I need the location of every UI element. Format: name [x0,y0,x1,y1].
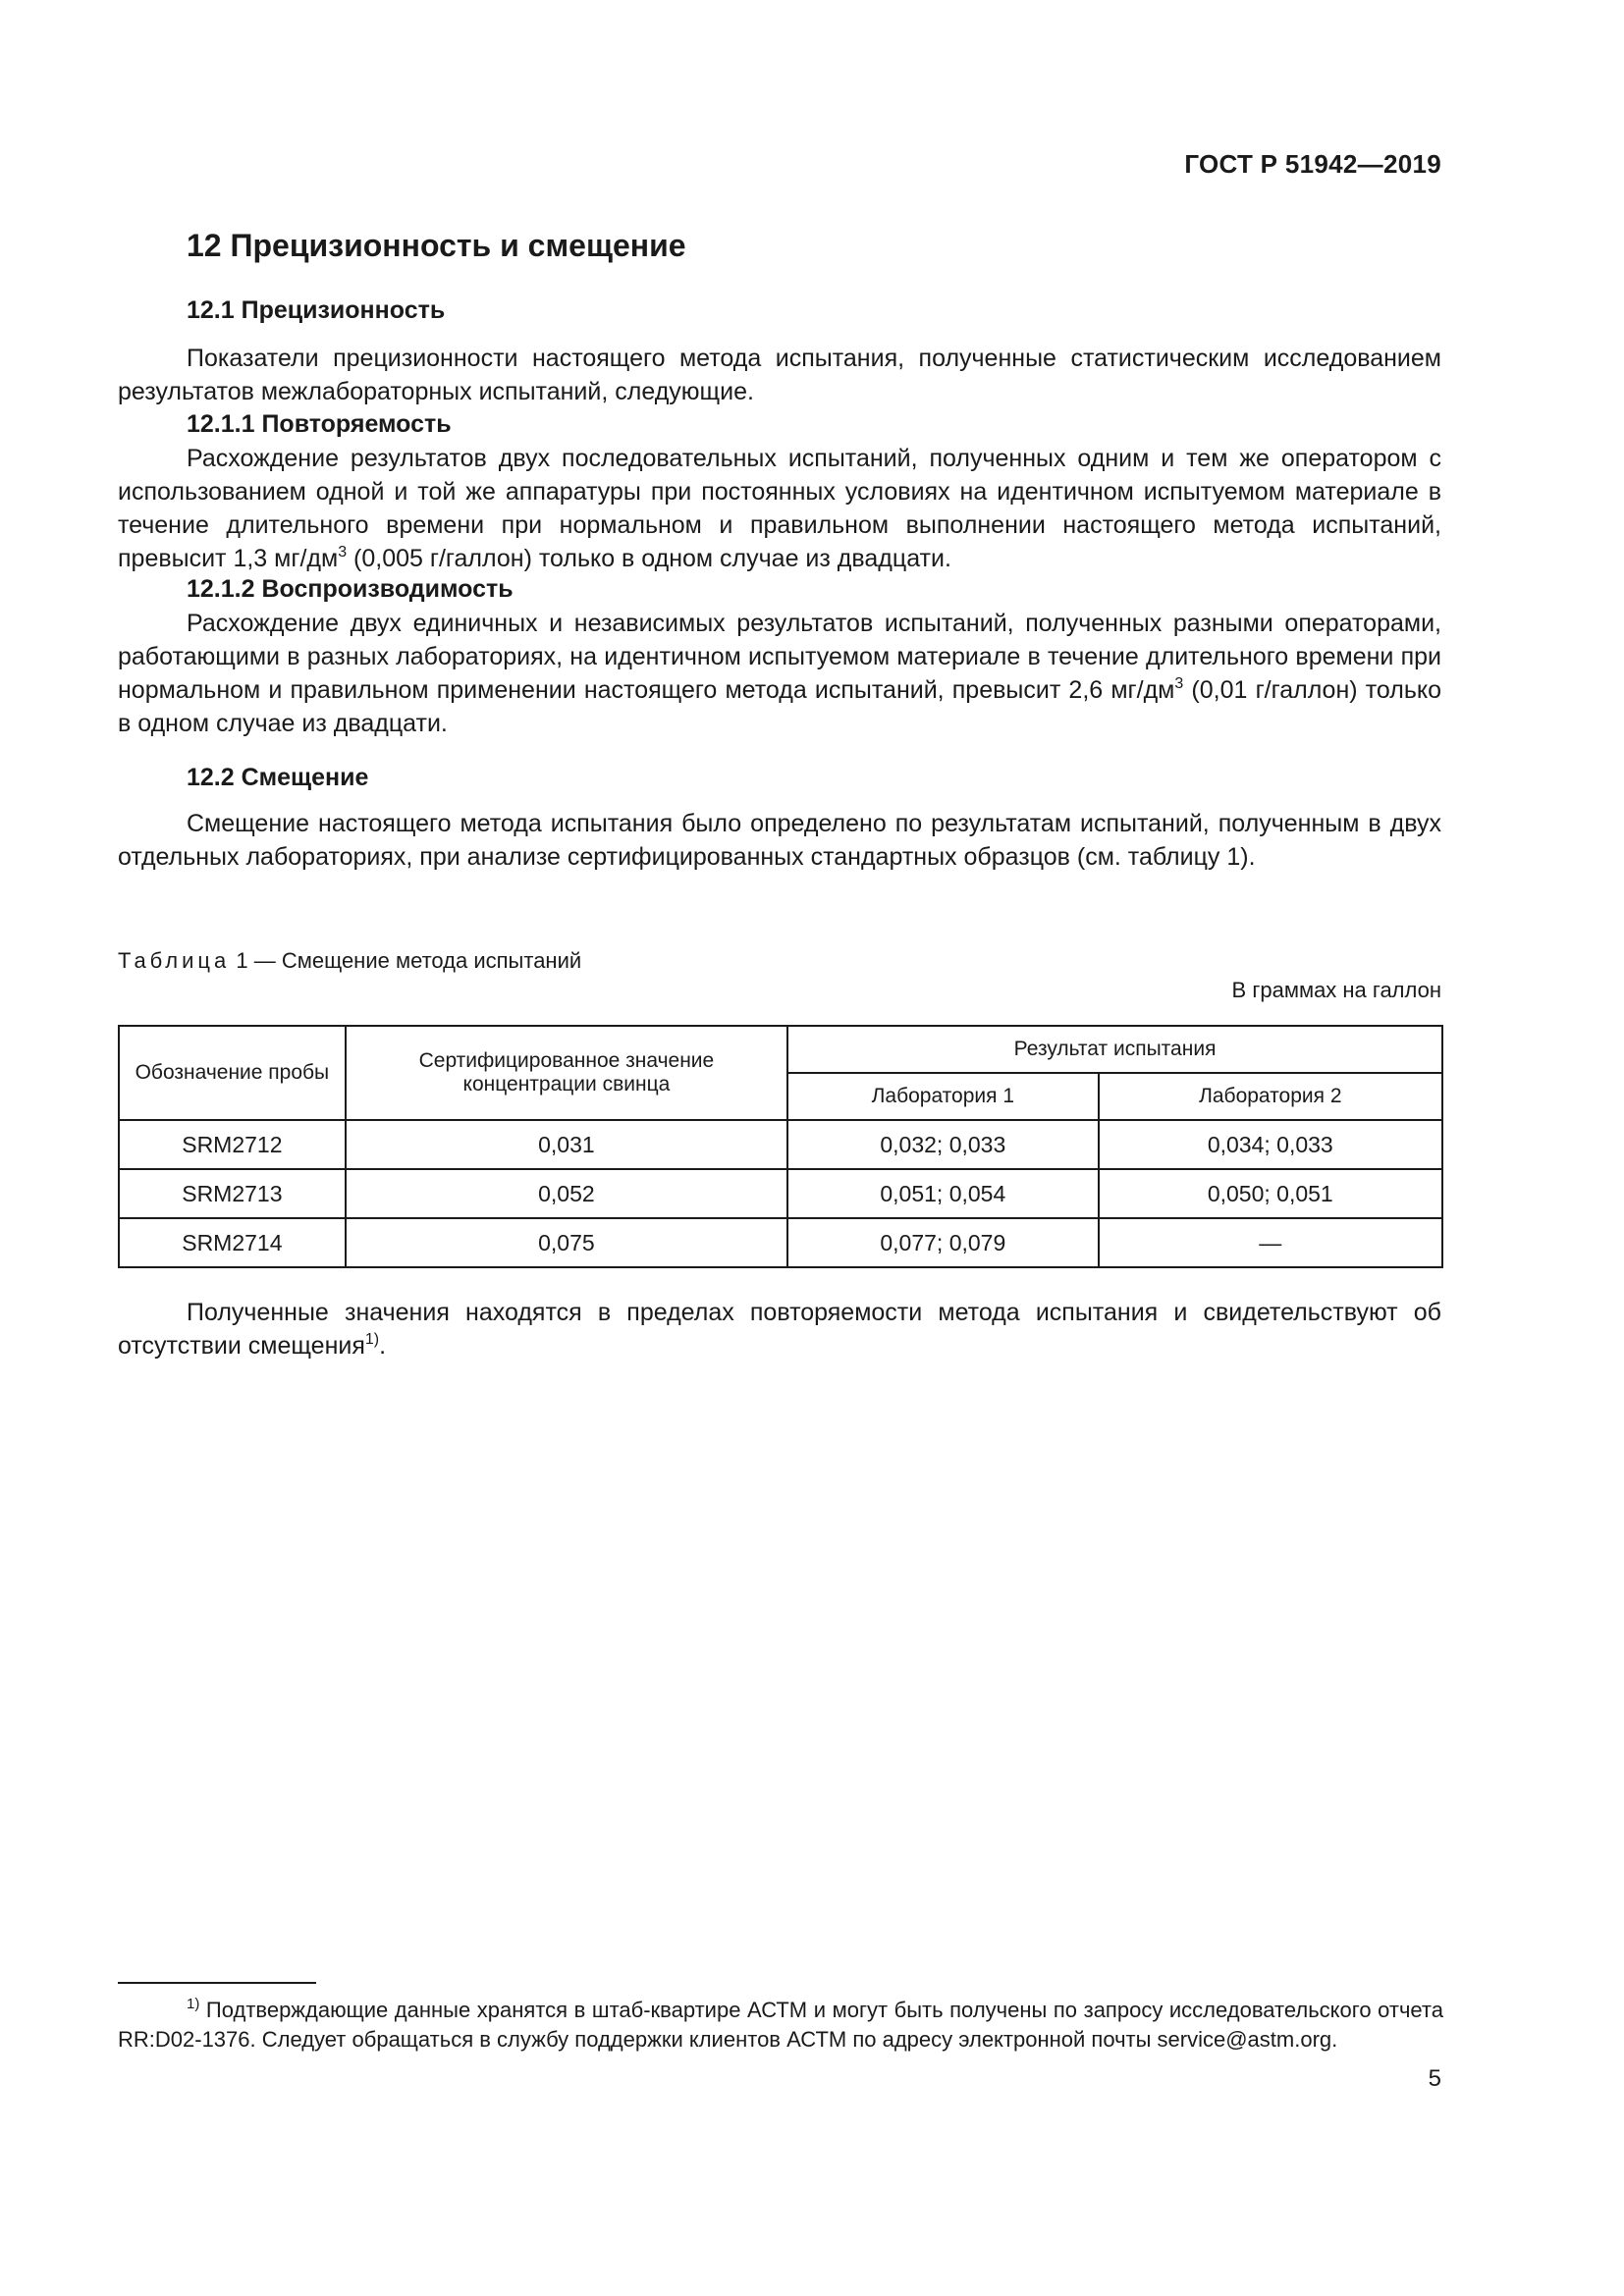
table-row [119,1120,1442,1169]
section-title: 12 Прецизионность и смещение [187,228,686,263]
subsection-title-precision: 12.1 Прецизионность [187,296,446,324]
cell-lab1: 0,077; 0,079 [787,1218,1099,1267]
cell-lab2: 0,034; 0,033 [1099,1120,1442,1169]
footnote-separator [118,1982,316,1984]
header-lab1: Лаборатория 1 [787,1073,1099,1120]
paragraph-precision: Показатели прецизионности настоящего метода испытания, полученные статистическим исследованием результатов межлабораторных испытаний, следующие. [118,345,1441,405]
table-row [119,1169,1442,1218]
subsection-title-reproducibility: 12.1.2 Воспроизводимость [187,575,514,603]
header-test-result: Результат испытания [787,1026,1442,1073]
header-certified-value: Сертифицированное значение концентрации свинца [346,1026,787,1120]
header-sample: Обозначение пробы [119,1026,346,1120]
footnote: $^{1)}$ Подтверждающие данные хранятся в штаб-квартире АСТМ и могут быть получены по запросу исследовательского отчета RR:D02-1376. Следует обращаться в службу поддержки клиентов АСТМ по адресу электронной почты service@astm.org. [118,1996,1443,2052]
cell-lab2: 0,050; 0,051 [1099,1169,1442,1218]
header-lab2: Лаборатория 2 [1099,1073,1442,1120]
paragraph-reproducibility: Расхождение двух единичных и независимых результатов испытаний, полученных разными операторами, работающими в разных лабораториях, на идентичном испытуемом материале в течение длительного времени при нормальном и правильном применении настоящего метода испытаний, превысит 2,6 $мг/дм^3$ (0,01 г/галлон) только в одном случае из двадцати. [118,610,1442,737]
table-row [119,1218,1442,1267]
paragraph-repeatability: Расхождение результатов двух последовательных испытаний, полученных одним и тем же оператором с использованием одной и той же аппаратуры при постоянных условиях на идентичном испытуемом материале в течение длительного времени при нормальном и правильном выполнении настоящего метода испытаний, превысит 1,3 $мг/дм^3$ (0,005 г/галлон) только в одном случае из двадцати. [118,445,1441,572]
subsection-title-repeatability: 12.1.1 Повторяемость [187,410,452,438]
cell-sample: SRM2712 [119,1120,346,1169]
cell-certified: 0,075 [346,1218,787,1267]
cell-lab1: 0,032; 0,033 [787,1120,1099,1169]
table-unit: В граммах на галлон [1231,978,1441,1002]
cell-sample: SRM2714 [119,1218,346,1267]
cell-sample: SRM2713 [119,1169,346,1218]
paragraph-bias: Смещение настоящего метода испытания было определено по результатам испытаний, полученным в двух отдельных лабораториях, при анализе сертифицированных стандартных образцов (см. таблицу 1). [118,810,1441,871]
bias-table [118,1025,1443,1268]
paragraph-conclusion: Полученные значения находятся в пределах повторяемости метода испытания и свидетельствуют об отсутствии смещения$^{1)}$. [118,1299,1441,1360]
subsection-title-bias: 12.2 Смещение [187,764,369,791]
cell-lab1: 0,051; 0,054 [787,1169,1099,1218]
page-number: 5 [1428,2065,1441,2092]
document-code: ГОСТ Р 51942—2019 [1184,149,1441,179]
cell-certified: 0,031 [346,1120,787,1169]
table-caption: Таблица 1 — Смещение метода испытаний [118,948,582,973]
cell-lab2: — [1099,1218,1442,1267]
cell-certified: 0,052 [346,1169,787,1218]
